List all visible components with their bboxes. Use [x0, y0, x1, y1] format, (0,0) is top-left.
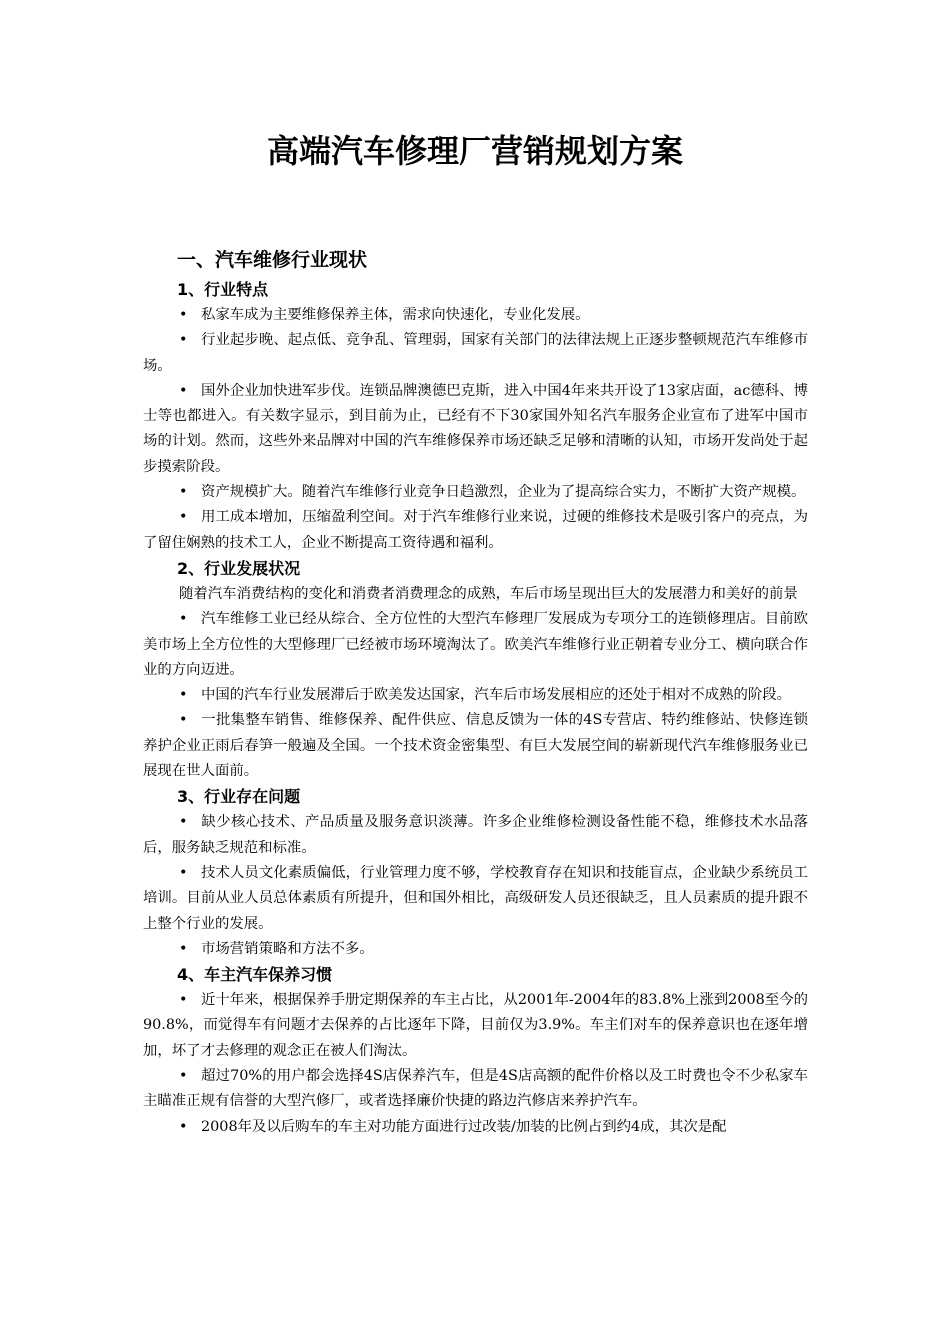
document-body	[143, 244, 808, 1140]
bullet-text: 私家车成为主要维修保养主体，需求向快速化，专业化发展。	[201, 307, 590, 323]
bullet-icon: •	[179, 940, 188, 957]
bullet-icon: •	[179, 814, 188, 831]
bullet-text: 缺少核心技术、产品质量及服务意识淡薄。许多企业维修检测设备性能不稳，维修技术水品落后，服务缺乏规范和标准。	[143, 814, 808, 856]
bullet-text: 近十年来，根据保养手册定期保养的车主占比，从2001年-2004年的83.8%上涨到2008至今的90.8%，而觉得车有问题才去保养的占比逐年下降，目前仅为3.9%。车主们对车的保养意识也在逐年增加，坏了才去修理的观念正在被人们淘汰。	[143, 992, 808, 1059]
bullet-text: 技术人员文化素质偏低，行业管理力度不够，学校教育存在知识和技能盲点，企业缺少系统员工培训。目前从业人员总体素质有所提升，但和国外相比，高级研发人员还很缺乏，且人员素质的提升跟不上整个行业的发展。	[143, 864, 808, 932]
bullet-item	[143, 480, 808, 505]
bullet-item	[143, 708, 808, 784]
subsection-heading: 1、行业特点	[177, 280, 269, 299]
bullet-icon: •	[179, 864, 188, 881]
bullet-text: 超过70%的用户都会选择4S店保养汽车，但是4S店高额的配件价格以及工时费也令不少私家车主瞄准正规有信誉的大型汽修厂，或者选择廉价快捷的路边汽修店来养护汽车。	[143, 1068, 808, 1110]
bullet-item	[143, 1064, 808, 1115]
bullet-icon: •	[179, 611, 188, 628]
bullet-icon: •	[179, 509, 188, 526]
bullet-item	[143, 683, 808, 708]
bullet-icon: •	[179, 332, 188, 349]
section-heading: 一、汽车维修行业现状	[177, 249, 368, 271]
bullet-text: 资产规模扩大。随着汽车维修行业竞争日趋激烈，企业为了提高综合实力，不断扩大资产规模。	[201, 484, 806, 501]
bullet-text: 汽车维修工业已经从综合、全方位性的大型汽车修理厂发展成为专项分工的连锁修理店。目前欧美市场上全方位性的大型修理厂已经被市场环境淘汰了。欧美汽车维修行业正朝着专业分工、横向联合作业的方向迈进。	[143, 611, 808, 678]
bullet-icon: •	[179, 712, 188, 729]
bullet-icon: •	[179, 687, 188, 704]
bullet-text: 市场营销策略和方法不多。	[201, 940, 374, 957]
subsection-heading: 4、车主汽车保养习惯	[177, 965, 333, 985]
bullet-text: 国外企业加快进军步伐。连锁品牌澳德巴克斯，进入中国4年来共开设了13家店面，ac德科、博士等也都进入。有关数字显示，到目前为止，已经有不下30家国外知名汽车服务企业宣布了进军中国市场的计划。然而，这些外来品牌对中国的汽车维修保养市场还缺乏足够和清晰的认知，市场开发尚处于起步摸索阶段。	[143, 382, 808, 475]
bullet-item	[143, 1115, 808, 1140]
bullet-icon: •	[179, 382, 188, 399]
bullet-item	[143, 303, 808, 328]
subsection-heading: 3、行业存在问题	[177, 787, 301, 807]
bullet-text: 用工成本增加，压缩盈利空间。对于汽车维修行业来说，过硬的维修技术是吸引客户的亮点，为了留住娴熟的技术工人，企业不断提高工资待遇和福利。	[143, 509, 808, 551]
bullet-item	[143, 810, 808, 861]
bullet-item	[143, 988, 808, 1064]
bullet-item	[143, 607, 808, 683]
paragraph: 随着汽车消费结构的变化和消费者消费理念的成熟，车后市场呈现出巨大的发展潜力和美好的前景	[179, 585, 798, 602]
bullet-text: 行业起步晚、起点低、竞争乱、管理弱，国家有关部门的法律法规上正逐步整顿规范汽车维修市场。	[143, 332, 808, 374]
bullet-item	[143, 379, 808, 480]
subsection-heading: 2、行业发展状况	[177, 558, 301, 578]
bullet-item	[143, 505, 808, 556]
bullet-item	[143, 861, 808, 937]
bullet-item	[143, 328, 808, 379]
bullet-icon: •	[179, 1068, 188, 1085]
bullet-text: 一批集整车销售、维修保养、配件供应、信息反馈为一体的4S专营店、特约维修站、快修连锁养护企业正雨后春笋一般遍及全国。一个技术资金密集型、有巨大发展空间的崭新现代汽车维修服务业已展现在世人面前。	[143, 712, 808, 780]
bullet-text: 中国的汽车行业发展滞后于欧美发达国家，汽车后市场发展相应的还处于相对不成熟的阶段。	[201, 687, 792, 704]
bullet-icon: •	[179, 992, 188, 1009]
document-title: 高端汽车修理厂营销规划方案	[266, 132, 683, 170]
bullet-icon: •	[179, 484, 188, 501]
bullet-text: 2008年及以后购车的车主对功能方面进行过改装/加装的比例占到约4成，其次是配	[201, 1118, 727, 1135]
bullet-icon: •	[179, 307, 188, 323]
bullet-item	[143, 937, 808, 962]
bullet-icon: •	[179, 1118, 188, 1135]
